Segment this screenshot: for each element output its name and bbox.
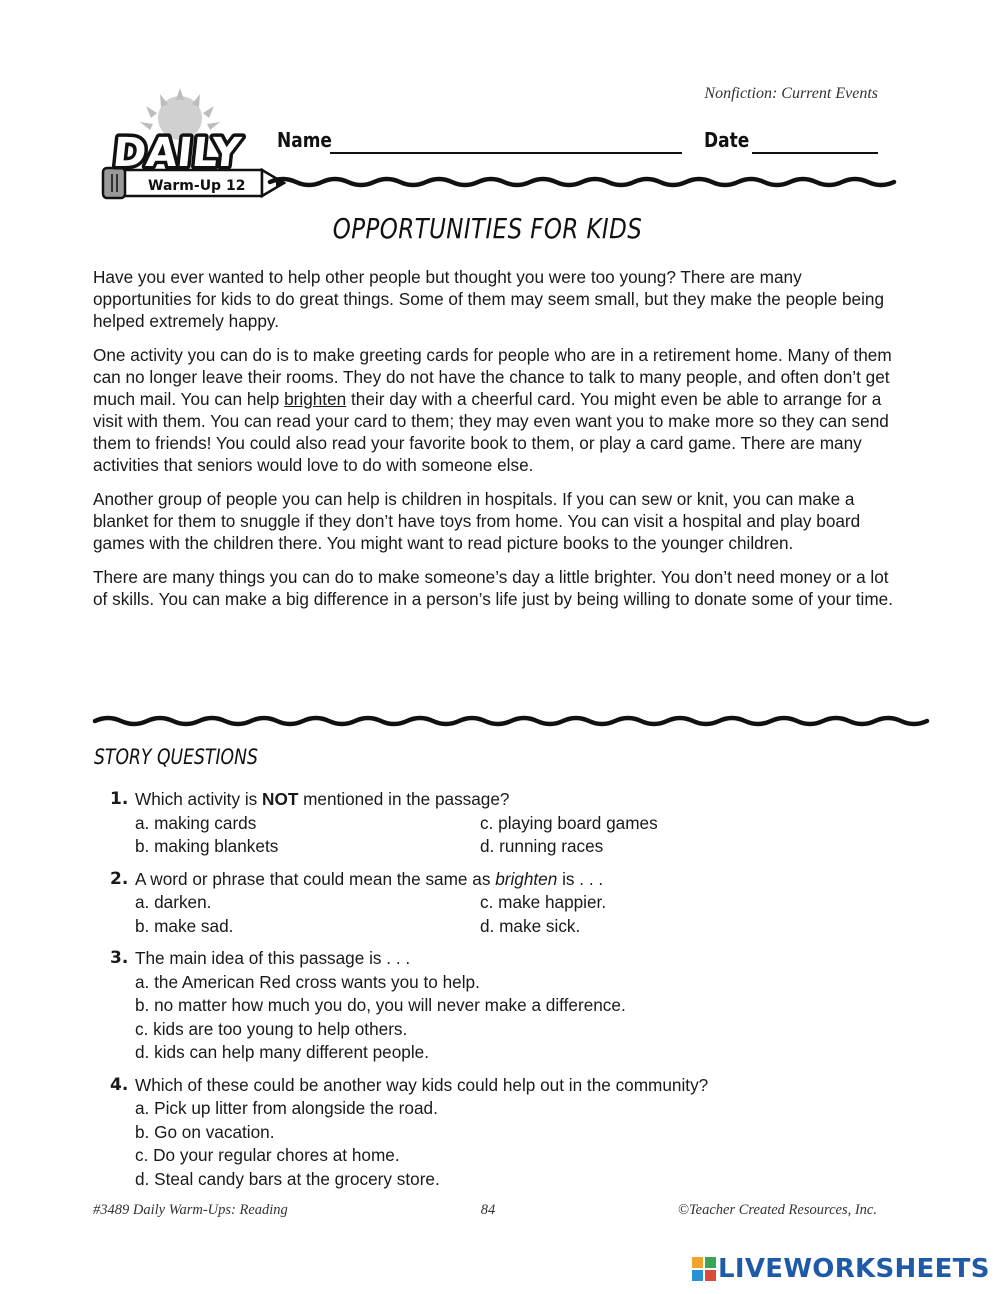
- question-number: 3.: [110, 948, 129, 968]
- answer-option[interactable]: d. make sick.: [480, 915, 581, 936]
- answer-option[interactable]: c. make happier.: [480, 892, 607, 912]
- answer-option[interactable]: a. making cards: [135, 812, 257, 833]
- liveworksheets-watermark[interactable]: [692, 1254, 990, 1284]
- answer-option[interactable]: d. kids can help many different people.: [135, 1042, 429, 1062]
- watermark-text: LIVEWORKSHEETS: [718, 1254, 990, 1284]
- question-number: 4.: [110, 1074, 129, 1095]
- date-label: Date: [704, 128, 750, 152]
- question-2: [110, 868, 900, 939]
- name-label: Name: [277, 128, 332, 152]
- page-number: 84: [480, 1202, 496, 1218]
- question-number: 2.: [110, 868, 129, 889]
- category-label: Nonfiction: Current Events: [704, 85, 878, 102]
- name-field[interactable]: [330, 152, 682, 154]
- question-3: [110, 947, 900, 1065]
- answer-option[interactable]: c. Do your regular chores at home.: [135, 1145, 400, 1165]
- question-1: [110, 788, 900, 859]
- answer-option[interactable]: a. the American Red cross wants you to help.: [135, 971, 480, 992]
- question-text: The main idea of this passage is . . .: [135, 948, 411, 968]
- question-number: 1.: [110, 789, 129, 809]
- answer-option[interactable]: c. kids are too young to help others.: [135, 1018, 408, 1039]
- passage-paragraph-1: Have you ever wanted to help other people but thought you were too young? There are many opportunities for kids to do great things. Some of them may seem small, but they make the people being helped extremely happy.: [93, 267, 885, 331]
- answer-option[interactable]: d. running races: [480, 836, 604, 856]
- answer-option[interactable]: d. Steal candy bars at the grocery store.: [135, 1168, 440, 1189]
- date-field[interactable]: [752, 152, 878, 154]
- footer-copyright: ©Teacher Created Resources, Inc.: [677, 1202, 877, 1218]
- underlined-word: brighten: [284, 389, 347, 409]
- answer-option[interactable]: b. making blankets: [135, 836, 279, 856]
- question-text: Which activity is NOT mentioned in the passage?: [135, 789, 510, 809]
- answer-option[interactable]: b. no matter how much you do, you will never make a difference.: [135, 995, 626, 1015]
- questions-list: [110, 788, 900, 1200]
- answer-option[interactable]: b. Go on vacation.: [135, 1121, 275, 1142]
- logo-word: DAILY: [110, 130, 243, 176]
- passage-paragraph-2: One activity you can do is to make greeting cards for people who are in a retirement home. Many of them can no longer leave their rooms. They do not have the chance to talk to many people, and often don’t get much mail. You can help brighten their day with a cheerful card. You might even be able to arrange for a visit with them. You can read your card to them; they may even want you to make more so they can send them to friends! You could also read your favorite book to them, or play a card game. There are many activities that seniors would love to do with someone else.: [93, 345, 892, 475]
- questions-heading: STORY QUESTIONS: [94, 745, 258, 769]
- question-text: A word or phrase that could mean the same as brighten is . . .: [135, 868, 604, 889]
- answer-option[interactable]: a. Pick up litter from alongside the road.: [135, 1098, 438, 1118]
- answer-option[interactable]: b. make sad.: [135, 915, 234, 936]
- reading-passage: [93, 266, 893, 622]
- answer-option[interactable]: a. darken.: [135, 892, 212, 912]
- passage-paragraph-3: Another group of people you can help is children in hospitals. If you can sew or knit, you can make a blanket for them to snuggle if they don’t have toys from home. You can visit a hospital and play board games with the children there. You might want to read picture books to the younger children.: [93, 489, 861, 553]
- answer-option[interactable]: c. playing board games: [480, 812, 658, 833]
- footer-book-title: #3489 Daily Warm-Ups: Reading: [93, 1202, 288, 1218]
- page-title: OPPORTUNITIES FOR KIDS: [332, 212, 643, 245]
- logo-subtitle: Warm-Up 12: [148, 178, 246, 194]
- liveworksheets-logo-icon: [692, 1257, 716, 1281]
- question-text: Which of these could be another way kids could help out in the community?: [135, 1074, 709, 1095]
- wavy-divider-top: [0, 172, 1000, 192]
- passage-paragraph-4: There are many things you can do to make someone’s day a little brighter. You don’t need money or a lot of skills. You can make a big difference in a person’s life just by being willing to donate some of your time.: [93, 567, 893, 609]
- question-4: [110, 1074, 900, 1192]
- wavy-divider-middle: [0, 711, 1000, 731]
